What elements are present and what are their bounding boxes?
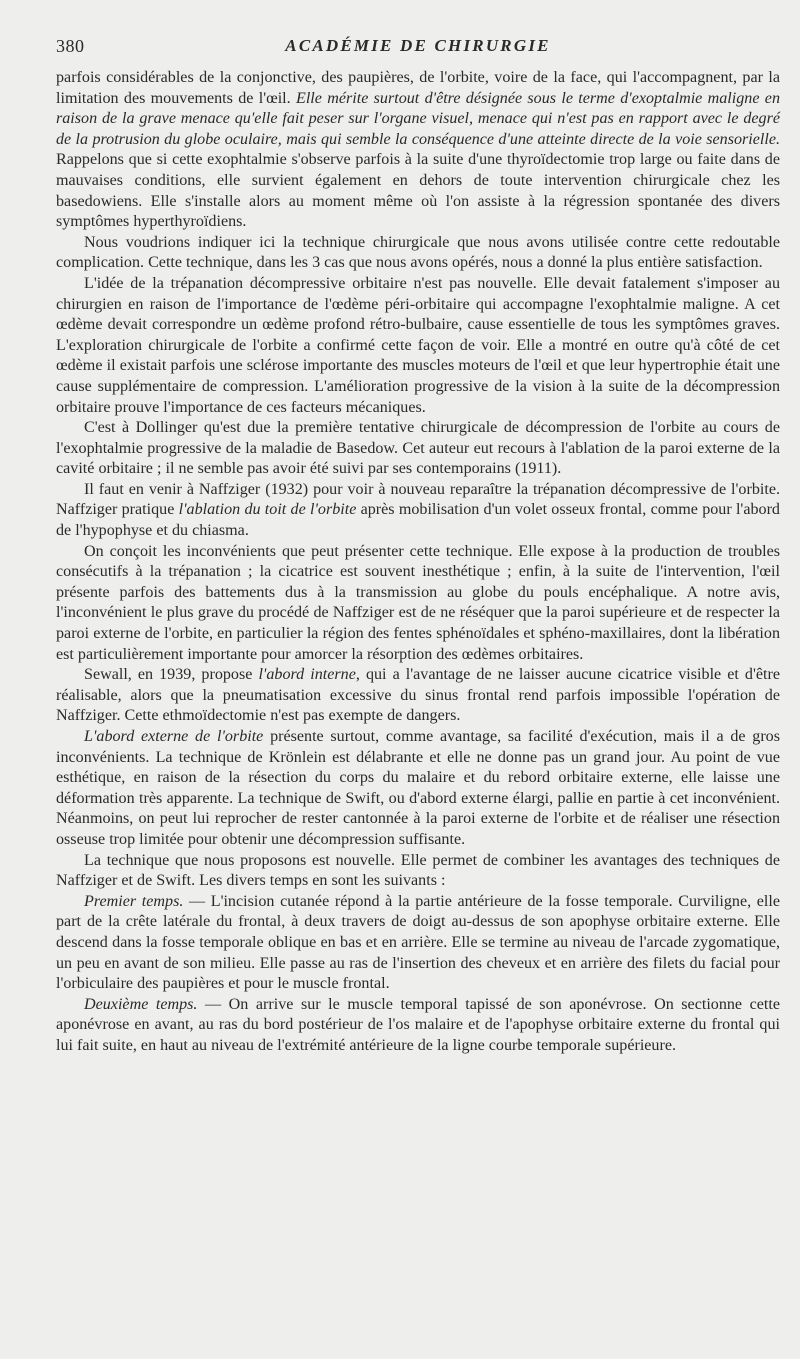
text-run: — On arrive sur le muscle temporal tapissé de son aponévrose. On sectionne cette aponévrose en avant, au ras du bord postérieur de l'os malaire et de l'apophyse orbitaire externe du frontal qui lui fait suite, en haut au niveau de l'extrémité antérieure de la ligne courbe temporale supérieure.: [56, 995, 780, 1054]
text-run: présente surtout, comme avantage, sa facilité d'exécution, mais il a de gros inconvénients. La technique de Krönlein est délabrante et elle ne donne pas un grand jour. Au point de vue esthétique, en raison de la résection du corps du malaire et du rebord orbitaire externe, elle laisse une déformation très apparente. La technique de Swift, ou d'abord externe élargi, pallie en partie à cet inconvénient. Néanmoins, on peut lui reprocher de rester cantonnée à la paroi externe de l'orbite et de réaliser une résection osseuse trop limitée pour obtenir une décompression suffisante.: [56, 728, 780, 848]
italic-run: l'abord interne: [258, 666, 356, 684]
italic-run: L'abord externe de l'orbite: [84, 728, 264, 745]
text-run: Rappelons que si cette exophtalmie s'observe parfois à la suite d'une thyroïdectomie trop large ou faite dans de mauvaises conditions, elle survient également en dehors de toute intervention chirurgicale chez les basedowiens. Elle s'installe alors au moment même où l'on assiste à la régression spontanée des divers symptômes hyperthyroïdiens.: [56, 151, 780, 231]
text-run: Il faut en venir à Naffziger (1932) pour voir à nouveau reparaître la trépanation décompressive de l'orbite. Naffziger pratique: [56, 480, 780, 519]
document-page: [56, 36, 780, 1057]
paragraph: On conçoit les inconvénients que peut présenter cette technique. Elle expose à la production de troubles consécutifs à la trépanation ; la cicatrice est souvent inesthétique ; enfin, à la suite de l'intervention, l'œil présente parfois des battements dus à la transmission au globe du pouls encéphalique. A notre avis, l'inconvénient le plus grave du procédé de Naffziger est de ne réséquer que la paroi supérieure et de respecter la paroi externe de l'orbite, en particulier la région des fentes sphénoïdales et sphéno-maxillaires, dont la libération est particulièrement importante pour amorcer la résorption des œdèmes orbitaires.: [56, 542, 780, 663]
body-text: [56, 68, 780, 1057]
text-run: après mobilisation d'un volet osseux frontal, comme pour l'abord de l'hypophyse et du chiasma.: [56, 501, 780, 540]
text-run: , qui a l'avantage de ne laisser aucune cicatrice visible et d'être réalisable, alors que la pneumatisation excessive du sinus frontal rend parfois impossible l'opération de Naffziger. Cette ethmoïdectomie n'est pas exempte de dangers.: [56, 666, 780, 725]
italic-run: l'ablation du toit de l'orbite: [178, 501, 357, 519]
paragraph: C'est à Dollinger qu'est due la première tentative chirurgicale de décompression de l'orbite au cours de l'exophtalmie progressive de la maladie de Basedow. Cet auteur eut recours à l'ablation de la paroi externe de la cavité orbitaire ; il ne semble pas avoir été suivi par ses contemporains (1911).: [56, 419, 780, 478]
paragraph: La technique que nous proposons est nouvelle. Elle permet de combiner les avantages des techniques de Naffziger et de Swift. Les divers temps en sont les suivants :: [56, 851, 780, 890]
running-title: ACADÉMIE DE CHIRURGIE: [285, 36, 551, 55]
paragraph: L'idée de la trépanation décompressive orbitaire n'est pas nouvelle. Elle devait fatalement s'imposer au chirurgien en raison de l'importance de l'œdème péri-orbitaire qui accompagne l'exophtalmie maligne. A cet œdème devait correspondre un œdème profond rétro-bulbaire, cause essentielle de tous les symptômes graves. L'exploration chirurgicale de l'orbite a confirmé cette façon de voir. Elle a montré en outre qu'à côté de cet œdème il existait parfois une sclérose importante des muscles moteurs de l'œil et que leur hypertrophie était une cause supplémentaire de compression. L'amélioration progressive de la vision à la suite de la décompression orbitaire prouve l'importance de ces facteurs mécaniques.: [56, 274, 780, 416]
paragraph: [56, 480, 780, 542]
paragraph: [56, 68, 780, 233]
page-number: 380: [56, 36, 85, 56]
paragraph: [56, 727, 780, 851]
page-header: [56, 36, 780, 62]
text-run: Sewall, en 1939, propose: [84, 666, 259, 684]
paragraph: [56, 665, 780, 727]
text-run: parfois considérables de la conjonctive, des paupières, de l'orbite, voire de la face, qui l'accompagnent, par la limitation des mouvements de l'œil.: [56, 69, 780, 107]
paragraph: [56, 892, 780, 995]
text-run: — L'incision cutanée répond à la partie antérieure de la fosse temporale. Curviligne, elle part de la crête latérale du frontal, à deux travers de doigt au-dessus de son apophyse orbitaire externe. Elle descend dans la fosse temporale oblique en bas et en arrière. Elle se termine au niveau de l'arcade zygomatique, un peu en avant de son milieu. Elle passe au ras de l'insertion des cheveux et en arrière des filets du facial pour l'orbiculaire des paupières et pour le muscle frontal.: [56, 892, 781, 993]
paragraph: [56, 995, 780, 1057]
italic-run: Deuxième temps.: [84, 995, 198, 1013]
italic-run: Elle mérite surtout d'être désignée sous le terme d'exoptalmie maligne en raison de la grave menace qu'elle fait peser sur l'organe visuel, menace qui n'est pas en rapport avec le degré de la protrusion du globe oculaire, mais qui semble la conséquence d'une atteinte directe de la voie sensorielle.: [56, 89, 780, 148]
paragraph: Nous voudrions indiquer ici la technique chirurgicale que nous avons utilisée contre cette redoutable complication. Cette technique, dans les 3 cas que nous avons opérés, nous a donné la plus entière satisfaction.: [56, 233, 780, 272]
italic-run: Premier temps.: [84, 892, 184, 910]
